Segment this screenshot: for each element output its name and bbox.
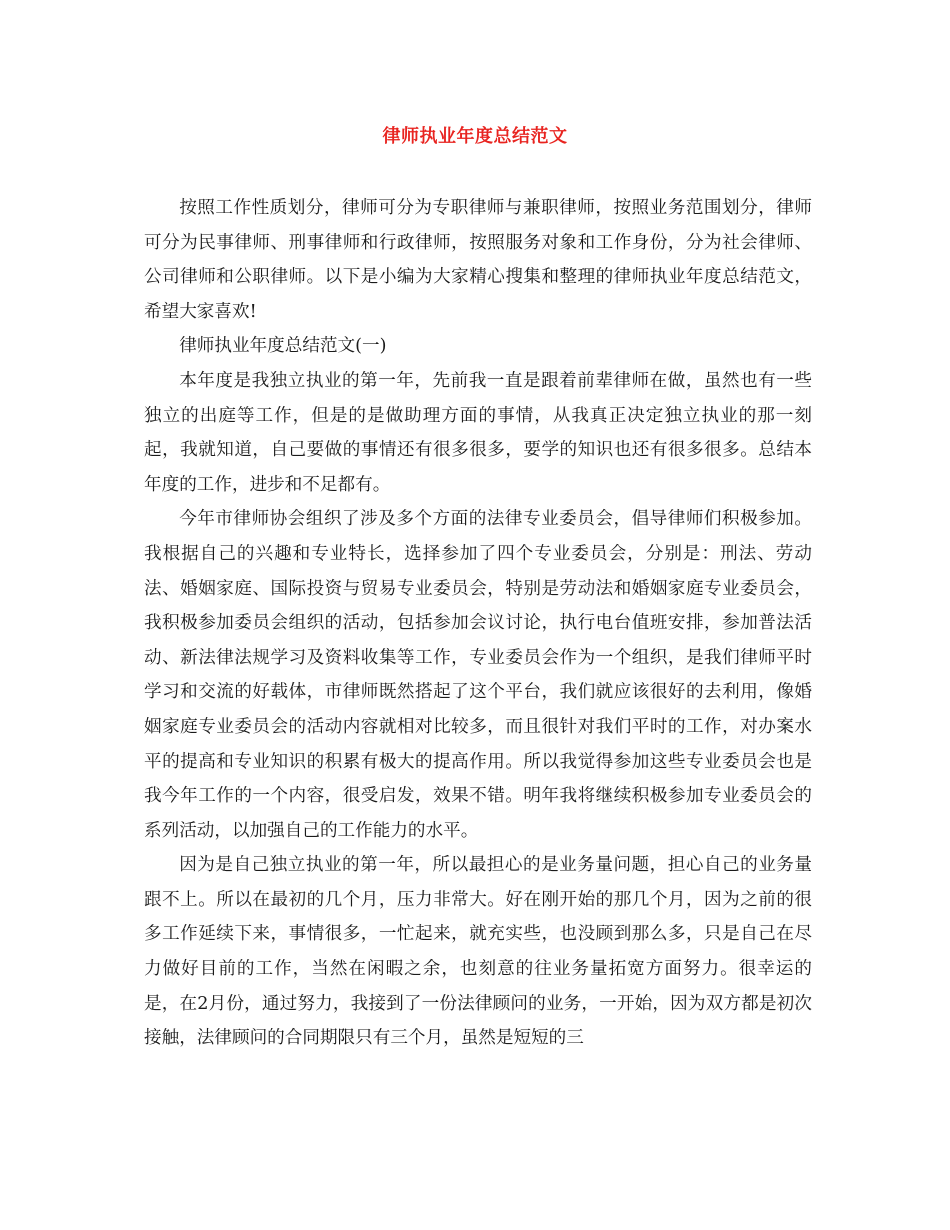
document-body: [144, 191, 812, 1056]
paragraph-intro: 按照工作性质划分，律师可分为专职律师与兼职律师，按照业务范围划分，律师可分为民事律师、刑事律师和行政律师，按照服务对象和工作身份，分为社会律师、公司律师和公职律师。以下是小编为大家精心搜集和整理的律师执业年度总结范文，希望大家喜欢!: [144, 198, 812, 322]
paragraph-first-year: 本年度是我独立执业的第一年，先前我一直是跟着前辈律师在做，虽然也有一些独立的出庭等工作，但是的是做助理方面的事情，从我真正决定独立执业的那一刻起，我就知道，自己要做的事情还有很多很多，要学的知识也还有很多很多。总结本年度的工作，进步和不足都有。: [144, 370, 812, 495]
paragraph-workload: 因为是自己独立执业的第一年，所以最担心的是业务量问题，担心自己的业务量跟不上。所以在最初的几个月，压力非常大。好在刚开始的那几个月，因为之前的很多工作延续下来，事情很多，一忙起来，就充实些，也没顾到那么多，只是自己在尽力做好目前的工作，当然在闲暇之余，也刻意的往业务量拓宽方面努力。很幸运的是，在2月份，通过努力，我接到了一份法律顾问的业务，一开始，因为双方都是初次接触，法律顾问的合同期限只有三个月，虽然是短短的三: [144, 855, 812, 1049]
paragraph-committees: 今年市律师协会组织了涉及多个方面的法律专业委员会，倡导律师们积极参加。我根据自己的兴趣和专业特长，选择参加了四个专业委员会，分别是：刑法、劳动法、婚姻家庭、国际投资与贸易专业委员会，特别是劳动法和婚姻家庭专业委员会，我积极参加委员会组织的活动，包括参加会议讨论，执行电台值班安排，参加普法活动、新法律法规学习及资料收集等工作，专业委员会作为一个组织，是我们律师平时学习和交流的好载体，市律师既然搭起了这个平台，我们就应该很好的去利用，像婚姻家庭专业委员会的活动内容就相对比较多，而且很针对我们平时的工作，对办案水平的提高和专业知识的积累有极大的提高作用。所以我觉得参加这些专业委员会也是我今年工作的一个内容，很受启发，效果不错。明年我将继续积极参加专业委员会的系列活动，以加强自己的工作能力的水平。: [144, 509, 812, 841]
paragraph-subheading: 律师执业年度总结范文(一): [179, 336, 387, 357]
document-title: 律师执业年度总结范文: [382, 126, 568, 147]
